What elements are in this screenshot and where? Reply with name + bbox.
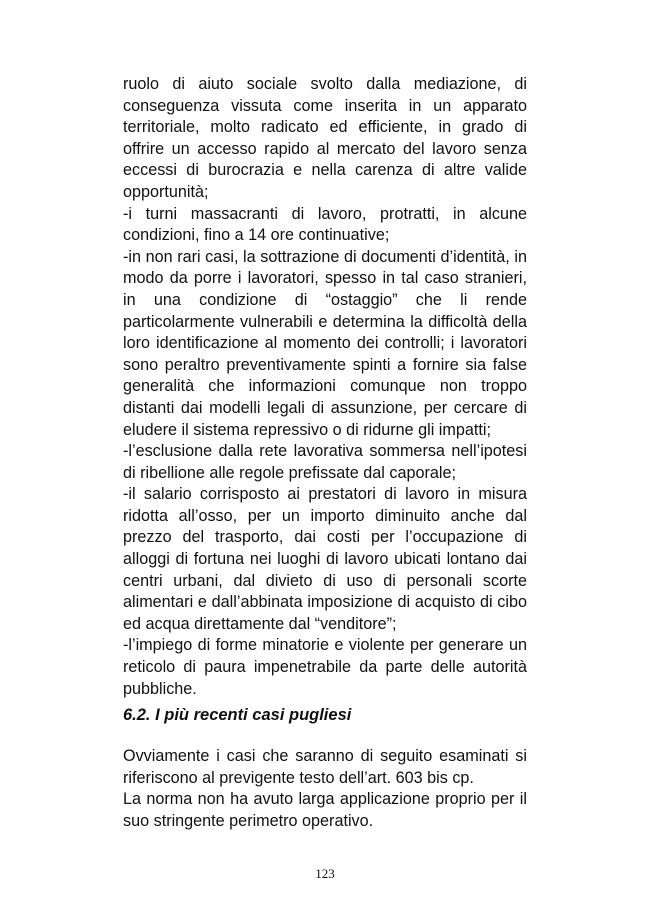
paragraph: -in non rari casi, la sottrazione di documenti d’identità, in modo da porre i lavoratori, spesso in tal caso stranieri, in una condizione di “ostaggio” che li rende particolarmente vulnerabili e determina la difficoltà della loro identificazione al momento dei controlli; i lavoratori sono peraltro preventivamente spinti a fornire sia false generalità che informazioni comunque non troppo distanti dai modelli legali di assunzione, per cercare di eludere il sistema repressivo o di ridurne gli impatti; (123, 247, 527, 439)
section-heading: 6.2. I più recenti casi pugliesi (123, 706, 352, 724)
paragraph: La norma non ha avuto larga applicazione proprio per il suo stringente perimetro operativo. (123, 790, 527, 830)
page-number: 123 (315, 866, 335, 881)
paragraph: -l’impiego di forme minatorie e violente per generare un reticolo di paura impenetrabile da parte delle autorità pubbliche. (123, 636, 527, 698)
paragraph: -il salario corrisposto ai prestatori di lavoro in misura ridotta all’osso, per un importo diminuito anche dal prezzo del trasporto, dai costi per l’occupazione di alloggi di fortuna nei luoghi di lavoro ubicati lontano dai centri urbani, dal divieto di uso di personali scorte alimentari e dall’abbinata imposizione di acquisto di cibo ed acqua direttamente dal “venditore”; (123, 485, 527, 633)
body-text-block (123, 74, 527, 700)
paragraph: ruolo di aiuto sociale svolto dalla mediazione, di conseguenza vissuta come inserita in un apparato territoriale, molto radicato ed efficiente, in grado di offrire un accesso rapido al mercato del lavoro senza eccessi di burocrazia e nella carenza di altre valide opportunità; (123, 75, 527, 201)
paragraph: -i turni massacranti di lavoro, protratti, in alcune condizioni, fino a 14 ore continuative; (123, 204, 527, 245)
paragraph: Ovviamente i casi che saranno di seguito esaminati si riferiscono al previgente testo dell’art. 603 bis cp. (123, 747, 527, 787)
body-text-block (123, 746, 527, 832)
paragraph: -l’esclusione dalla rete lavorativa sommersa nell’ipotesi di ribellione alle regole prefissate dal caporale; (123, 442, 527, 482)
